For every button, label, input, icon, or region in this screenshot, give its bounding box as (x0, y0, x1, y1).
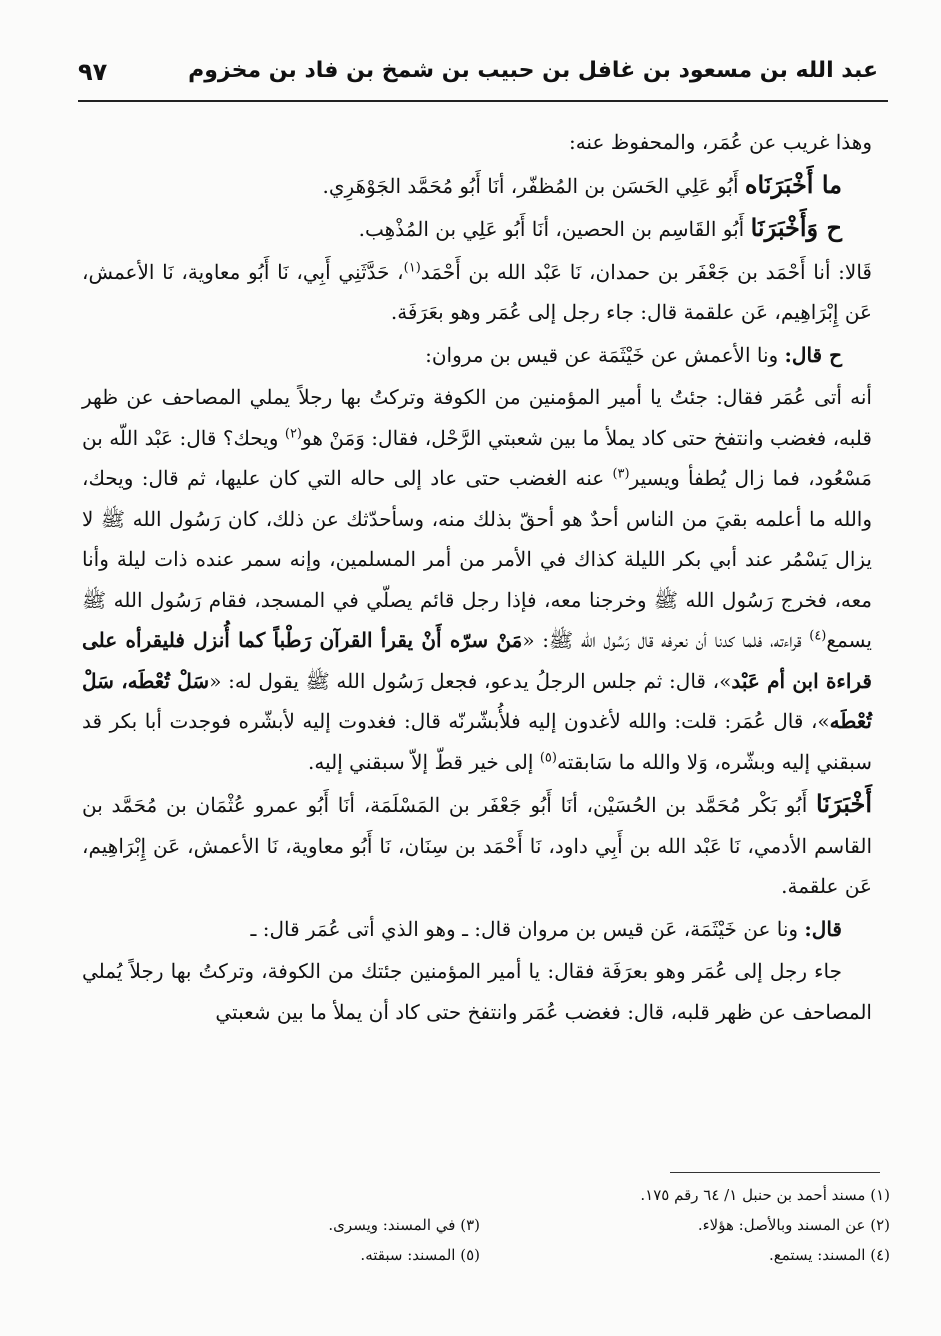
text-run: أَبُو عَلِي الحَسَن بن المُظفّر، أنَا أَبُو مُحَمَّد الجَوْهَرِي. (322, 173, 745, 198)
footnote-item: (٢) عن المسند وبالأصل: هؤلاء. (697, 1216, 890, 1234)
header-rule (78, 100, 888, 102)
footnote-row (150, 1210, 890, 1240)
paragraph (82, 909, 872, 950)
text-run: أنه أتى عُمَر فقال: جئتُ يا أمير المؤمنين من الكوفة وتركتُ بها رجلاً يملي المصاحف عن ظهر قلبه، فغضب وانتفخ حتى كاد يملأ ما بين شعبتي الرَّحْل، فقال: وَمَنْ هو (82, 385, 872, 450)
footnote-ref: (٢) (284, 425, 302, 441)
text-run: عنه الغضب حتى عاد إلى حاله التي كان عليها، ثم قال: ويحك، والله ما أعلمه بقيَ من الناس أحدٌ هو أحقّ بذلك منه، وسأحدّثك عن ذلك، كان رَسُول الله ﷺ لا يزال يَسْمُر عند أبي بكر الليلة كذاك في الأمر من أمر المسلمين، وإنه سمر عنده ذات ليلة وأنا معه، فخرج رَسُول الله ﷺ وخرجنا معه، فإذا رجل قائم يصلّي في المسجد، فقام رَسُول الله ﷺ يسمع (82, 466, 873, 652)
emphasis-text: قال: (804, 916, 842, 941)
isnad-keyword: ما أَخْبَرَنَاه (744, 169, 842, 199)
emphasis-text: ح قال: (784, 342, 842, 367)
emphasis-text: سَلْ تُعْطَه، سَلْ تُعْطَه (82, 668, 872, 733)
text-run: »، قال: ثم جلس الرجلُ يدعو، فجعل رَسُول الله ﷺ يقول له: « (209, 668, 732, 693)
text-run: وهذا غريب عن عُمَر، والمحفوظ عنه: (568, 130, 872, 154)
page-header (78, 54, 888, 98)
paragraph (82, 122, 872, 163)
paragraph (82, 377, 872, 782)
emphasis-text: مَنْ سرّه أَنْ يقرأ القرآن رَطْباً كما أُنزل فليقرأه على قراءة ابن أم عَبْد (82, 628, 872, 693)
footnote-ref: (٥) (539, 749, 557, 765)
text-run: قراءته، فلما كدنا أن نعرفه قال رَسُول الله ﷺ: « (522, 628, 810, 652)
text-run: ونا الأعمش عن خَيْثَمَة عن قيس بن مروان: (425, 342, 785, 367)
paragraph (82, 252, 872, 333)
text-run: ونا عن خَيْثَمَة، عَن قيس بن مروان قال: ـ وهو الذي أتى عُمَر قال: ـ (250, 916, 805, 941)
paragraph (82, 208, 872, 250)
footnote-item: (٥) المسند: سبقته. (360, 1246, 480, 1264)
text-run: جاء رجل إلى عُمَر وهو بعرَفَة فقال: يا أمير المؤمنين جئتك من الكوفة، وتركتُ بها رجلاً يُملي المصاحف عن ظهر قلبه، قال: فغضب عُمَر وانتفخ حتى كاد أن يملأ ما بين شعبتي (82, 959, 872, 1024)
text-run: »، قال عُمَر: قلت: والله لأغدون إليه فلأُبشّرنّه قال: فغدوت إليه لأبشّره فوجدت أبا بكر قد سبقني إليه وبشّره، وَلا والله ما سَابقته (82, 709, 872, 774)
text-run: ويحك؟ قال: عَبْد اللّه بن مَسْعُود، فما زال يُطفأ ويسير (82, 425, 872, 490)
footnote-rule (670, 1172, 880, 1173)
footnote-ref: (٣) (612, 466, 630, 482)
text-run: أَبُو القَاسِم بن الحصين، أنَا أَبُو عَلِي بن المُذْهِب. (358, 217, 751, 241)
main-text (82, 122, 872, 1034)
paragraph (82, 951, 872, 1032)
text-run: ، حَدَّثَنِي أَبِي، نَا أَبُو معاوية، نَا الأعمش، عَن إِبْرَاهِيم، عَن علقمة قال: جاء رجل إلى عُمَر وهو بعَرَفَة. (82, 259, 872, 324)
paragraph (82, 165, 872, 207)
footnote-row (150, 1240, 890, 1270)
footnote-item (150, 1180, 480, 1210)
footnote-ref: (١) (403, 259, 421, 275)
isnad-keyword: ح وَأَخْبَرَنَا (750, 213, 842, 242)
text-run: قَالا: أنا أَحْمَد بن جَعْفَر بن حمدان، نَا عَبْد الله بن أَحْمَد (420, 259, 872, 284)
running-title: عبد الله بن مسعود بن غافل بن حبيب بن شمخ بن فاد بن مخزوم (188, 58, 878, 83)
footnote-item: (٤) المسند: يستمع. (768, 1246, 890, 1264)
isnad-keyword: أَخْبَرَنَا (816, 789, 872, 818)
page-number: ٩٧ (78, 58, 108, 86)
footnote-row (150, 1180, 890, 1210)
paragraph (82, 335, 872, 376)
footnote-item: (٣) في المسند: ويسرى. (328, 1216, 480, 1234)
text-run: أَبُو بَكْر مُحَمَّد بن الحُسَيْن، أنَا أَبُو جَعْفَر بن المَسْلَمَة، أنَا أَبُو عمرو عُثْمَان بن مُحَمَّد بن القاسم الأدمي، نَا عَبْد الله بن أَبِي داود، نَا أَحْمَد بن سِنَان، نَا أَبُو معاوية، نَا الأعمش، عَن إِبْرَاهِيم، عَن علقمة. (82, 793, 872, 898)
footnote-item: (١) مسند أحمد بن حنبل ١/ ٦٤ رقم ١٧٥. (640, 1186, 890, 1204)
footnote-ref: (٤) (809, 628, 827, 644)
paragraph (82, 784, 872, 907)
footnotes (150, 1180, 890, 1270)
text-run: إلى خير قطّ إلاّ سبقني إليه. (308, 749, 540, 774)
